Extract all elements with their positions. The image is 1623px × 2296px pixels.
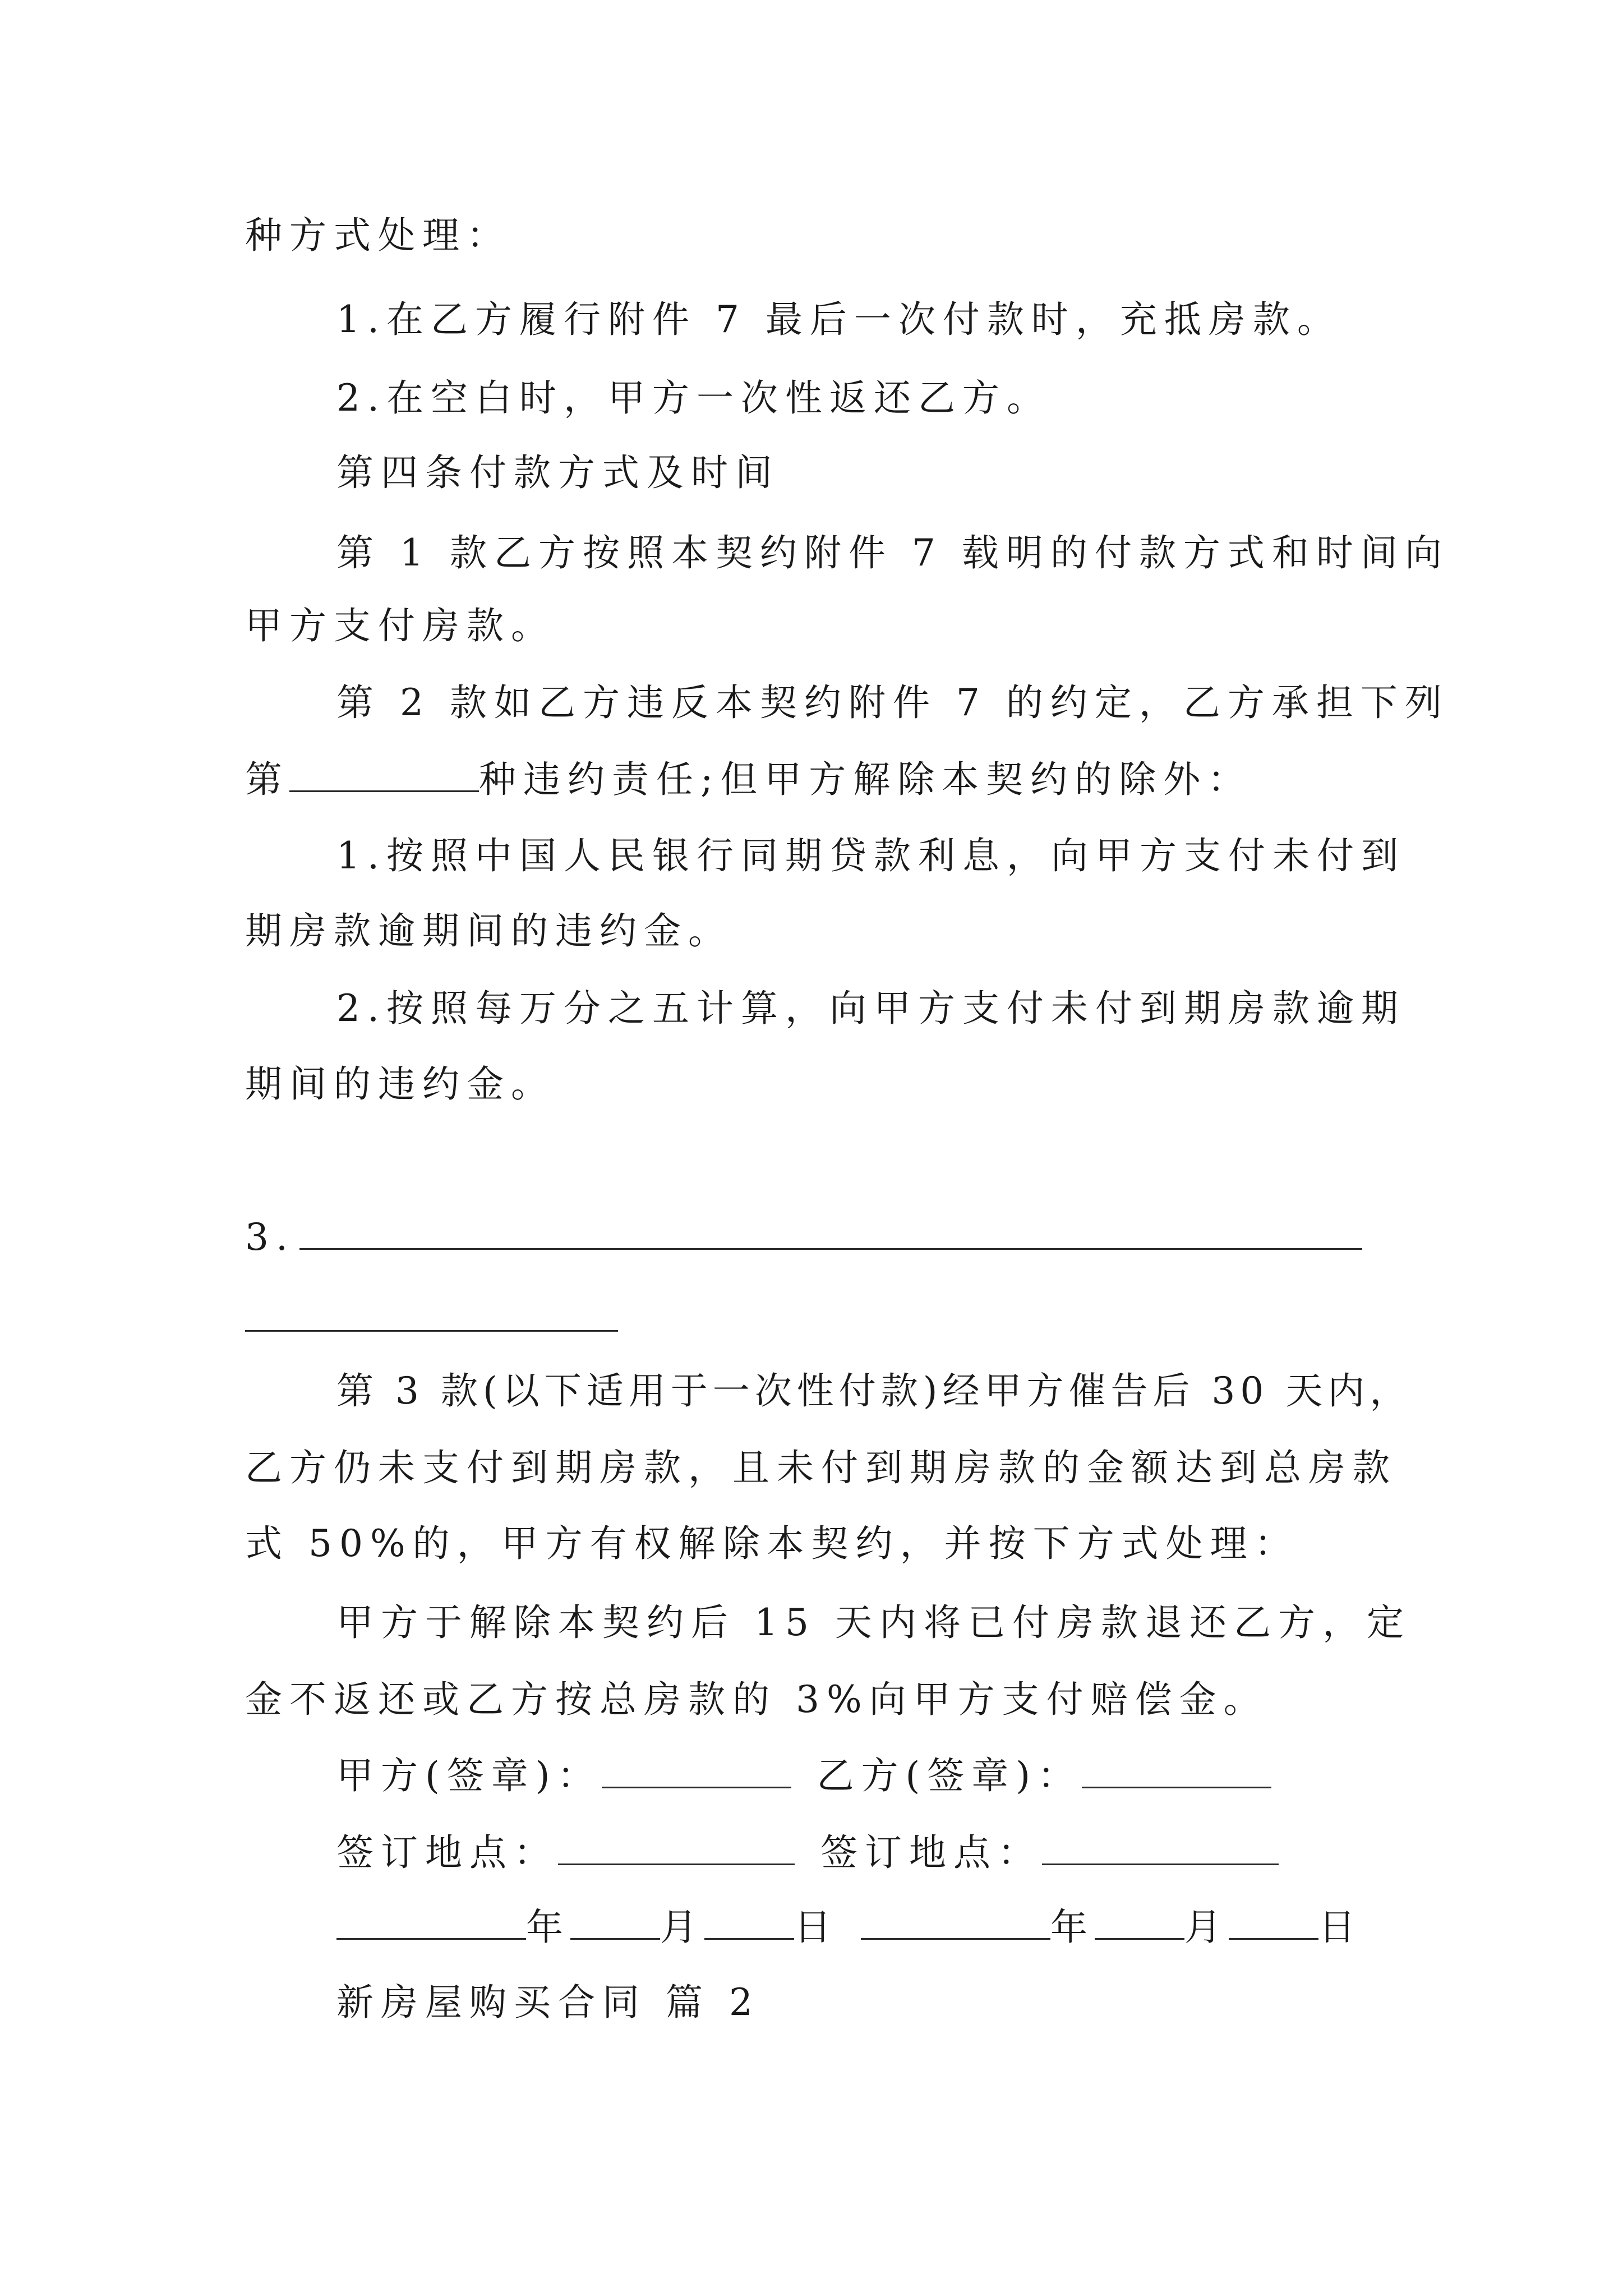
signature-row [336, 1754, 1271, 1798]
text-fragment: 种违约责任;但甲方解除本契约的除外： [479, 758, 1252, 801]
text-line: 第 2 款如乙方违反本契约附件 7 的约定，乙方承担下列 [336, 681, 1449, 724]
party-b-signature-label: 乙方(签章)： [817, 1754, 1082, 1797]
text-fragment: 第 [245, 758, 289, 801]
next-section-title: 新房屋购买合同 篇 2 [336, 1981, 760, 2024]
text-line: 种方式处理： [245, 214, 511, 257]
text-line: 乙方仍未支付到期房款，且未付到期房款的金额达到总房款 [245, 1446, 1397, 1489]
year-blank [861, 1907, 1050, 1940]
year-label: 年 [1050, 1906, 1095, 1949]
party-b-place-label: 签订地点： [820, 1831, 1042, 1874]
day-blank [704, 1907, 794, 1940]
fill-in-blank [245, 1330, 618, 1332]
text-line: 金不返还或乙方按总房款的 3%向甲方支付赔偿金。 [245, 1678, 1268, 1721]
party-a-place-blank [558, 1832, 795, 1865]
party-b-signature-blank [1082, 1755, 1271, 1788]
party-b-place-blank [1042, 1832, 1279, 1865]
text-line: 1.在乙方履行附件 7 最后一次付款时，充抵房款。 [336, 298, 1341, 341]
fill-in-blank [289, 759, 479, 792]
text-line: 第 1 款乙方按照本契约附件 7 载明的付款方式和时间向 [336, 531, 1449, 574]
item-number: 3. [245, 1216, 295, 1259]
section-heading: 第四条付款方式及时间 [336, 451, 780, 494]
text-line [245, 1215, 1362, 1260]
fill-in-blank [299, 1217, 1362, 1250]
party-a-place-label: 签订地点： [336, 1831, 558, 1874]
party-a-signature-blank [602, 1755, 791, 1788]
text-line: 期房款逾期间的违约金。 [245, 909, 732, 953]
text-line: 甲方于解除本契约后 15 天内将已付房款退还乙方，定 [336, 1601, 1411, 1644]
text-line: 第 3 款(以下适用于一次性付款)经甲方催告后 30 天内， [336, 1369, 1412, 1412]
party-a-signature-label: 甲方(签章)： [336, 1754, 602, 1797]
signing-place-row [336, 1830, 1279, 1875]
day-label: 日 [794, 1906, 838, 1949]
text-line: 甲方支付房款。 [245, 604, 555, 647]
day-blank [1229, 1907, 1318, 1940]
month-blank [570, 1907, 660, 1940]
day-label: 日 [1318, 1906, 1363, 1949]
month-label: 月 [660, 1906, 704, 1949]
signing-date-row [336, 1905, 1363, 1950]
month-blank [1095, 1907, 1184, 1940]
text-line: 2.按照每万分之五计算，向甲方支付未付到期房款逾期 [336, 987, 1405, 1030]
month-label: 月 [1184, 1906, 1229, 1949]
text-line: 式 50%的，甲方有权解除本契约，并按下方式处理： [245, 1522, 1299, 1565]
text-line [245, 757, 1252, 802]
text-line: 期间的违约金。 [245, 1062, 555, 1106]
year-label: 年 [526, 1906, 570, 1949]
text-line: 1.按照中国人民银行同期贷款利息，向甲方支付未付到 [336, 834, 1405, 877]
text-line: 2.在空白时，甲方一次性返还乙方。 [336, 376, 1051, 420]
year-blank [336, 1907, 526, 1940]
